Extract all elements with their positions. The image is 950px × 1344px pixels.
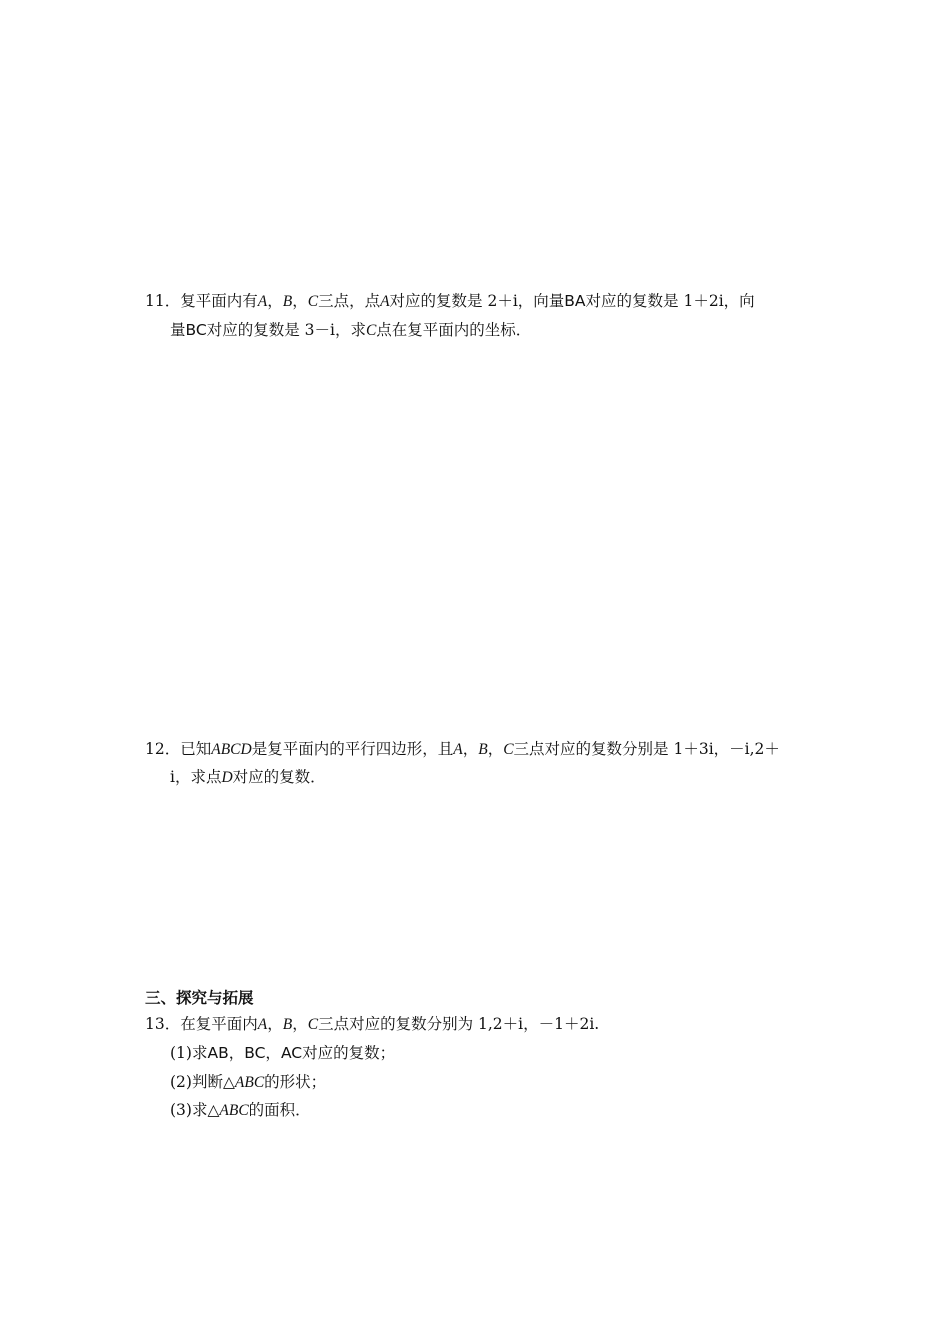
q12-number: 12． xyxy=(145,740,181,758)
shape-label: ABC xyxy=(219,1102,249,1119)
q13-part2 xyxy=(170,1071,326,1094)
point-label: C xyxy=(307,1016,319,1033)
q11-text: ， xyxy=(267,292,283,310)
q13-text: ， xyxy=(267,1015,283,1033)
q13-text: 三点对应的复数分别为 1,2＋i，－1＋2i. xyxy=(318,1015,600,1033)
q11-text: 三点，点 xyxy=(318,292,381,310)
shape-label: ABCD xyxy=(211,741,252,758)
q11-text: ， xyxy=(292,292,308,310)
q12-line2 xyxy=(170,766,326,789)
q11-text: 复平面内有 xyxy=(180,292,258,310)
point-label: C xyxy=(503,741,514,758)
q11-line2 xyxy=(170,319,531,342)
q11-text: 对应的复数是 3－i，求 xyxy=(206,321,366,339)
point-label: A xyxy=(257,1016,268,1033)
q12-text: i，求点 xyxy=(170,768,222,786)
q13-text: ， xyxy=(265,1044,281,1062)
point-label: C xyxy=(307,293,319,310)
q11-text: 点在复平面内的坐标． xyxy=(376,321,532,339)
q11-line1 xyxy=(145,290,755,313)
q13-text: 的形状； xyxy=(264,1073,327,1091)
subquestion-label: (3)求△ xyxy=(170,1101,220,1119)
q11-text: 对应的复数是 1＋2i，向 xyxy=(585,292,755,310)
point-label: A xyxy=(380,293,390,310)
q13-part3 xyxy=(170,1099,311,1122)
point-label: C xyxy=(365,322,377,339)
q13-text: 对应的复数； xyxy=(302,1044,396,1062)
q13-line1 xyxy=(145,1013,599,1036)
point-label: B xyxy=(282,293,293,310)
q13-part1 xyxy=(170,1042,395,1064)
point-label: A xyxy=(257,293,268,310)
q13-text: ， xyxy=(292,1015,308,1033)
point-label: A xyxy=(453,741,463,758)
point-label: B xyxy=(478,741,488,758)
point-label: B xyxy=(282,1016,293,1033)
vector-label: AC xyxy=(280,1044,303,1062)
q12-text: 三点对应的复数分别是 1＋3i，－i,2＋ xyxy=(513,740,780,758)
q12-text: ， xyxy=(462,740,479,758)
point-label: D xyxy=(221,769,233,786)
q12-text: 对应的复数． xyxy=(232,768,326,786)
q12-line1 xyxy=(145,738,780,761)
q12-text: 是复平面内的平行四边形，且 xyxy=(251,740,454,758)
vector-label: AB xyxy=(207,1044,229,1062)
q11-text: 对应的复数是 2＋i，向量 xyxy=(389,292,565,310)
vector-label: BA xyxy=(564,292,586,310)
subquestion-label: (1)求 xyxy=(170,1044,208,1062)
q11-number: 11． xyxy=(145,292,181,310)
q12-text: 已知 xyxy=(180,740,212,758)
subquestion-label: (2)判断△ xyxy=(170,1073,235,1091)
vector-label: BC xyxy=(244,1044,266,1062)
q12-text: ， xyxy=(487,740,504,758)
shape-label: ABC xyxy=(234,1074,265,1091)
q13-text: 的面积． xyxy=(248,1101,311,1119)
vector-label: BC xyxy=(185,321,207,339)
q11-text: 量 xyxy=(170,321,186,339)
q13-text: 在复平面内 xyxy=(180,1015,258,1033)
q13-text: ， xyxy=(228,1044,245,1062)
section-heading: 三、探究与拓展 xyxy=(145,989,254,1007)
q13-number: 13． xyxy=(145,1015,181,1033)
